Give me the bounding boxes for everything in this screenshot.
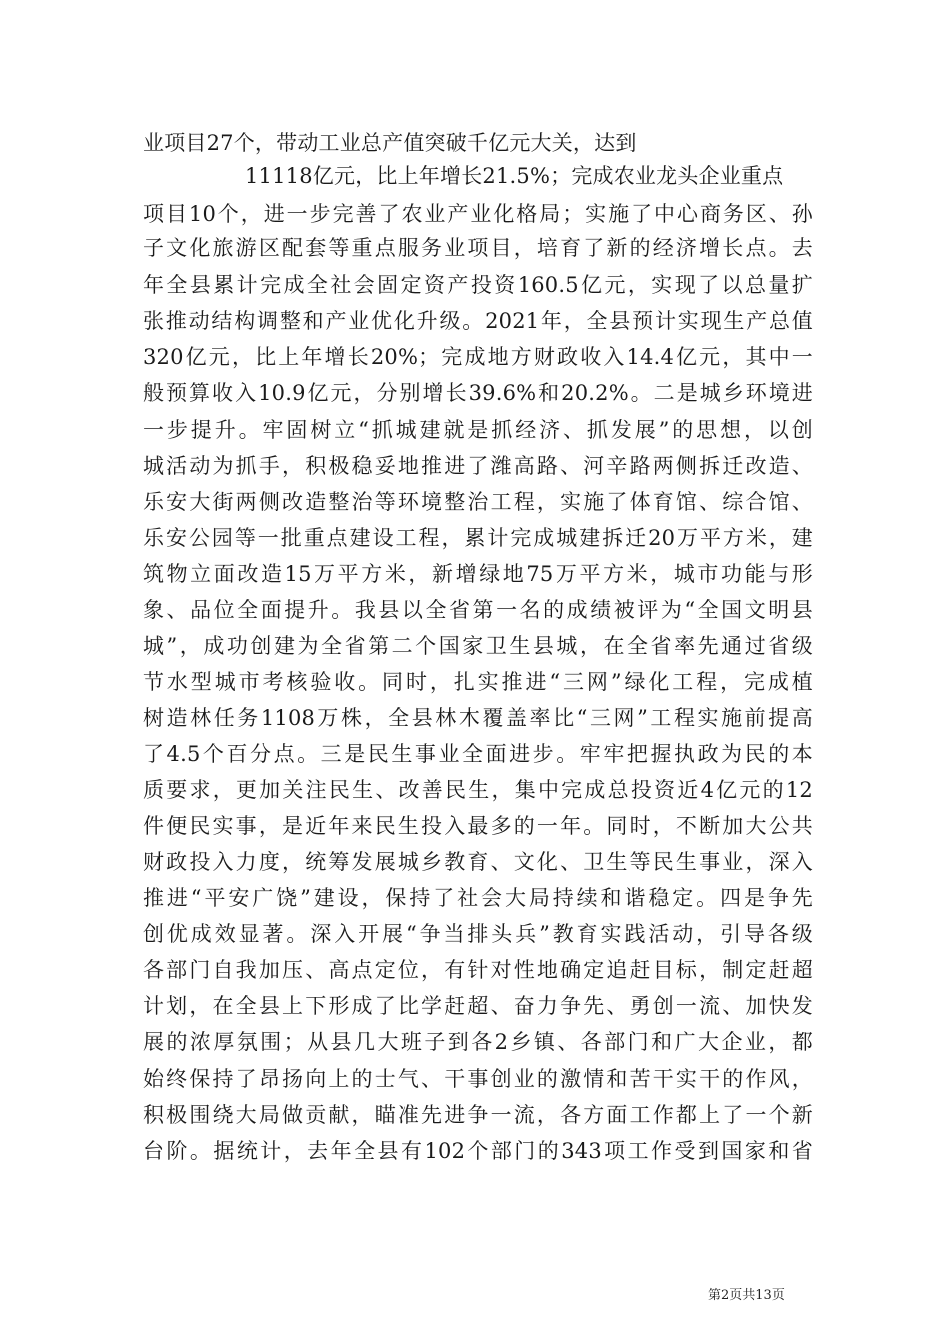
text-line-18: 了4.5个百分点。三是民生事业全面进步。牢牢把握执政为民的本	[143, 742, 813, 766]
text-line-10: 城活动为抓手，积极稳妥地推进了潍高路、河辛路两侧拆迁改造、	[143, 454, 813, 478]
text-line-29: 台阶。据统计，去年全县有102个部门的343项工作受到国家和省	[143, 1139, 813, 1163]
text-line-22: 推进“平安广饶”建设，保持了社会大局持续和谐稳定。四是争先	[143, 886, 813, 910]
text-line-23: 创优成效显著。深入开展“争当排头兵”教育实践活动，引导各级	[143, 922, 813, 946]
text-line-27: 始终保持了昂扬向上的士气、干事创业的激情和苦干实干的作风，	[143, 1067, 813, 1091]
text-line-19: 质要求，更加关注民生、改善民生，集中完成总投资近4亿元的12	[143, 778, 813, 802]
text-line-8: 般预算收入10.9亿元，分别增长39.6%和20.2%。二是城乡环境进	[143, 381, 813, 405]
text-line-13: 筑物立面改造15万平方米，新增绿地75万平方米，城市功能与形	[143, 562, 813, 586]
text-line-16: 节水型城市考核验收。同时，扎实推进“三网”绿化工程，完成植	[143, 670, 813, 694]
text-line-7: 320亿元，比上年增长20%；完成地方财政收入14.4亿元，其中一	[143, 345, 813, 369]
text-line-5: 年全县累计完成全社会固定资产投资160.5亿元，实现了以总量扩	[143, 273, 813, 297]
text-line-9: 一步提升。牢固树立“抓城建就是抓经济、抓发展”的思想，以创	[143, 418, 813, 442]
text-line-3: 项目10个，进一步完善了农业产业化格局；实施了中心商务区、孙	[143, 202, 813, 226]
text-line-21: 财政投入力度，统筹发展城乡教育、文化、卫生等民生事业，深入	[143, 850, 813, 874]
text-line-2: 11118亿元，比上年增长21.5%；完成农业龙头企业重点	[245, 164, 784, 188]
text-line-1: 业项目27个，带动工业总产值突破千亿元大关，达到	[143, 131, 637, 155]
page-number: 第2页共13页	[708, 1288, 785, 1303]
text-line-26: 展的浓厚氛围；从县几大班子到各2乡镇、各部门和广大企业，都	[143, 1030, 813, 1054]
text-line-28: 积极围绕大局做贡献，瞄准先进争一流，各方面工作都上了一个新	[143, 1103, 813, 1127]
text-line-11: 乐安大街两侧改造整治等环境整治工程，实施了体育馆、综合馆、	[143, 490, 813, 514]
text-line-20: 件便民实事，是近年来民生投入最多的一年。同时，不断加大公共	[143, 814, 813, 838]
text-line-4: 子文化旅游区配套等重点服务业项目，培育了新的经济增长点。去	[143, 236, 813, 260]
text-line-14: 象、品位全面提升。我县以全省第一名的成绩被评为“全国文明县	[143, 598, 813, 622]
text-line-25: 计划，在全县上下形成了比学赶超、奋力争先、勇创一流、加快发	[143, 994, 813, 1018]
text-line-24: 各部门自我加压、高点定位，有针对性地确定追赶目标，制定赶超	[143, 958, 813, 982]
text-line-12: 乐安公园等一批重点建设工程，累计完成城建拆迁20万平方米，建	[143, 526, 813, 550]
text-line-15: 城”，成功创建为全省第二个国家卫生县城，在全省率先通过省级	[143, 634, 813, 658]
text-line-17: 树造林任务1108万株，全县林木覆盖率比“三网”工程实施前提高	[143, 706, 813, 730]
text-line-6: 张推动结构调整和产业优化升级。2021年，全县预计实现生产总值	[143, 309, 813, 333]
